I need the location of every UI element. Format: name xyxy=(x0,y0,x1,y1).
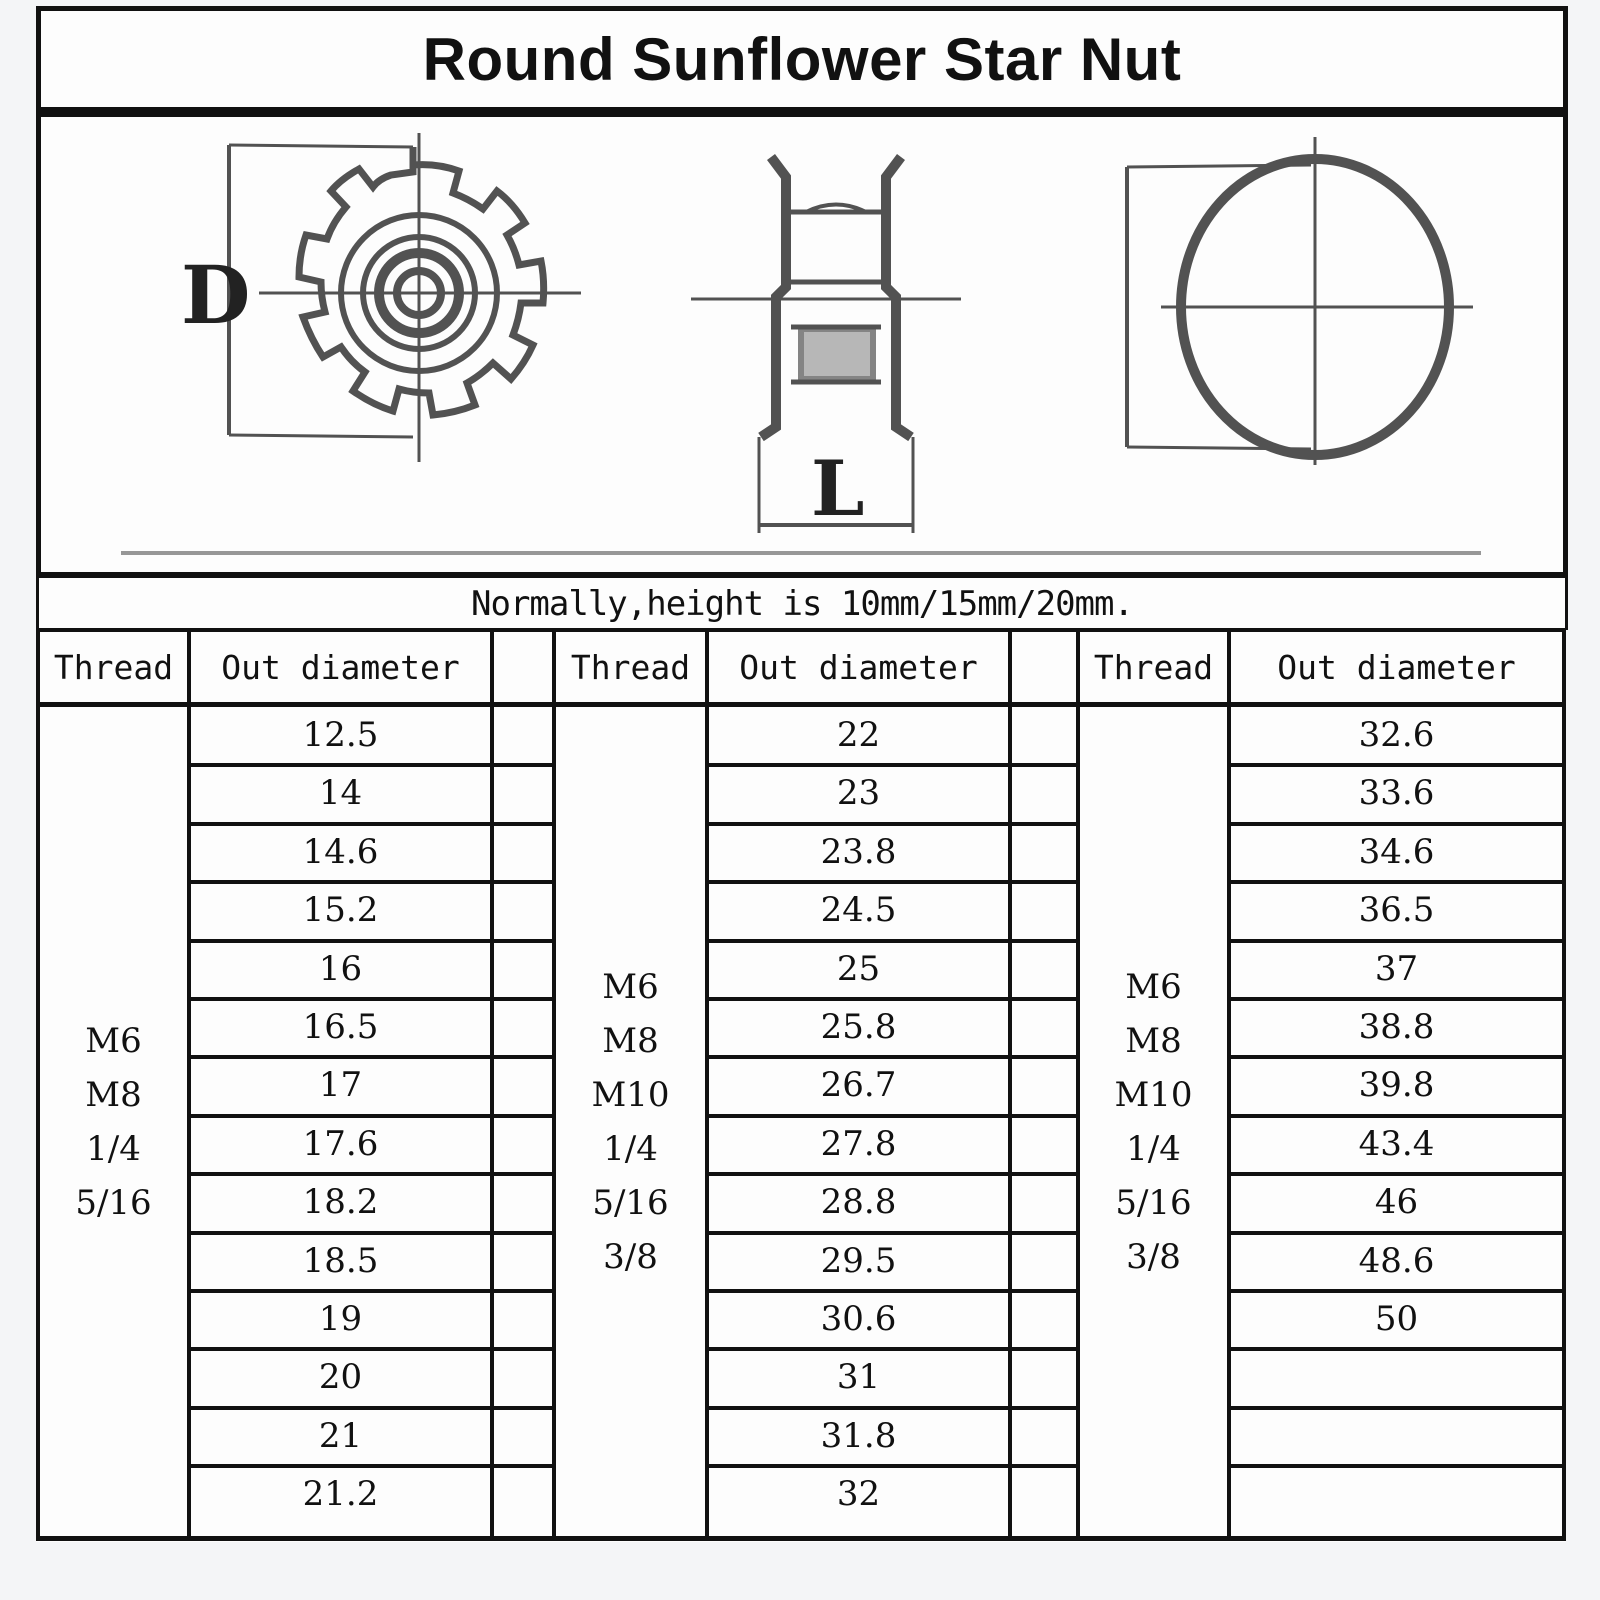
diameter-cell: 43.4 xyxy=(1358,1124,1435,1164)
diameter-cell: 19 xyxy=(318,1299,363,1339)
label-l: L xyxy=(811,444,865,533)
diameter-cell: 15.2 xyxy=(302,890,379,930)
diameter-cell: 28.8 xyxy=(820,1182,897,1222)
thread-list-3 xyxy=(1080,707,1227,1536)
thread-item: M6 xyxy=(85,1020,142,1061)
front-view-icon xyxy=(299,147,544,415)
diameter-cell: 23 xyxy=(836,773,881,813)
diameter-cell: 25 xyxy=(836,949,881,989)
diameter-cell: 26.7 xyxy=(820,1065,897,1105)
diameter-cell: 33.6 xyxy=(1358,773,1435,813)
diameter-cell: 21 xyxy=(318,1416,363,1456)
thread-item: M10 xyxy=(1114,1074,1193,1115)
thread-item: M8 xyxy=(602,1020,659,1061)
diameter-cell: 14.6 xyxy=(302,832,379,872)
title-box xyxy=(36,6,1568,112)
thread-item: 3/8 xyxy=(603,1236,658,1277)
diameter-cell: 37 xyxy=(1374,949,1419,989)
thread-item: 1/4 xyxy=(603,1128,658,1169)
height-note-row xyxy=(36,578,1568,630)
thread-item: 5/16 xyxy=(1115,1182,1192,1223)
thread-item: M8 xyxy=(85,1074,142,1115)
diameter-cell: 21.2 xyxy=(302,1474,379,1514)
diameter-cell: 48.6 xyxy=(1358,1241,1435,1281)
thread-item: M8 xyxy=(1125,1020,1182,1061)
diameter-cell: 16 xyxy=(318,949,363,989)
diameter-cell: 16.5 xyxy=(302,1007,379,1047)
diameter-cell: 23.8 xyxy=(820,832,897,872)
thread-list-1 xyxy=(40,707,187,1536)
drawing-svg xyxy=(41,117,1563,573)
thread-item: 5/16 xyxy=(592,1182,669,1223)
diameter-cell xyxy=(1231,1466,1562,1522)
header-thread-3: Thread xyxy=(1093,647,1214,687)
diameter-cell: 29.5 xyxy=(820,1241,897,1281)
diameter-cell: 25.8 xyxy=(820,1007,897,1047)
diameter-cell: 36.5 xyxy=(1358,890,1435,930)
diameter-cell: 30.6 xyxy=(820,1299,897,1339)
thread-list-2 xyxy=(556,707,705,1536)
thread-item: 1/4 xyxy=(86,1128,141,1169)
diameter-cell xyxy=(1231,1349,1562,1405)
side-view-icon xyxy=(761,157,911,437)
label-d: D xyxy=(181,248,251,342)
diameter-cell: 18.5 xyxy=(302,1241,379,1281)
header-thread-2: Thread xyxy=(570,647,691,687)
diameter-cell: 24.5 xyxy=(820,890,897,930)
diameter-cell: 27.8 xyxy=(820,1124,897,1164)
diameter-cell: 14 xyxy=(318,773,363,813)
thread-item: 3/8 xyxy=(1126,1236,1181,1277)
header-thread-1: Thread xyxy=(53,647,174,687)
header-diameter-2: Out diameter xyxy=(739,647,978,687)
diameter-cell: 46 xyxy=(1374,1182,1419,1222)
thread-item: 1/4 xyxy=(1126,1128,1181,1169)
diameter-cell: 17.6 xyxy=(302,1124,379,1164)
thread-item: M6 xyxy=(1125,966,1182,1007)
diameter-cell xyxy=(1231,1408,1562,1464)
diameter-cell: 18.2 xyxy=(302,1182,379,1222)
thread-item: M10 xyxy=(591,1074,670,1115)
header-diameter-1: Out diameter xyxy=(221,647,460,687)
thread-item: 5/16 xyxy=(75,1182,152,1223)
thread-item: M6 xyxy=(602,966,659,1007)
diameter-cell: 31.8 xyxy=(820,1416,897,1456)
diameter-cell: 50 xyxy=(1374,1299,1419,1339)
height-note: Normally,height is 10mm/15mm/20mm. xyxy=(471,584,1133,624)
diameter-cell: 39.8 xyxy=(1358,1065,1435,1105)
diameter-cell: 38.8 xyxy=(1358,1007,1435,1047)
diameter-cell: 17 xyxy=(318,1065,363,1105)
page-title: Round Sunflower Star Nut xyxy=(422,25,1182,93)
header-diameter-3: Out diameter xyxy=(1277,647,1516,687)
diameter-cell: 32.6 xyxy=(1358,715,1435,755)
diameter-cell: 12.5 xyxy=(302,715,379,755)
diameter-cell: 32 xyxy=(836,1474,881,1514)
spec-sheet xyxy=(36,6,1566,1542)
diameter-cell: 20 xyxy=(318,1357,363,1397)
diameter-cell: 22 xyxy=(836,715,881,755)
diameter-cell: 31 xyxy=(836,1357,881,1397)
diameter-cell: 34.6 xyxy=(1358,832,1435,872)
technical-drawing xyxy=(36,112,1568,578)
